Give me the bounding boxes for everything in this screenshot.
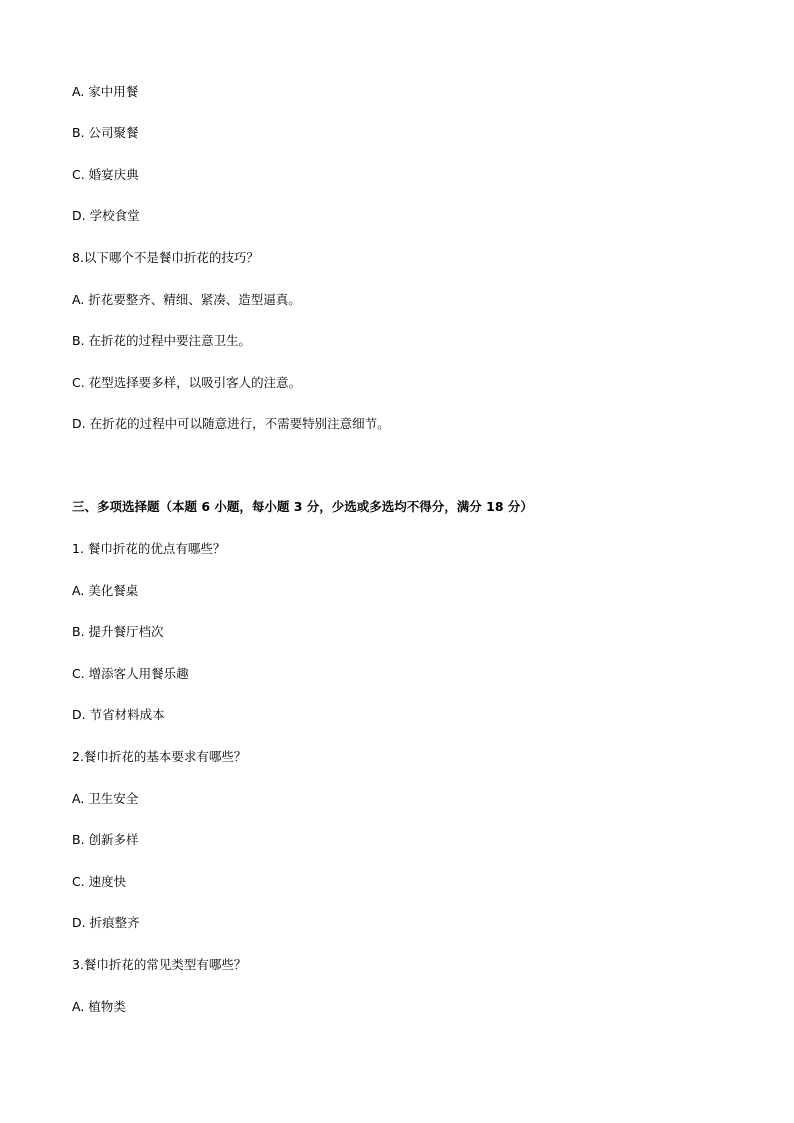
multi-question-1-option-d: D. 节省材料成本 xyxy=(72,707,165,722)
multi-question-3-option-a: A. 植物类 xyxy=(72,999,126,1014)
question-8-option-a: A. 折花要整齐、精细、紧凑、造型逼真。 xyxy=(72,292,301,307)
multi-question-2-option-a: A. 卫生安全 xyxy=(72,791,139,806)
prev-option-b: B. 公司聚餐 xyxy=(72,125,139,140)
multi-question-1-stem: 1. 餐巾折花的优点有哪些？ xyxy=(72,541,226,556)
multi-question-3-stem: 3.餐巾折花的常见类型有哪些？ xyxy=(72,957,247,972)
question-8-option-d: D. 在折花的过程中可以随意进行，不需要特别注意细节。 xyxy=(72,416,390,431)
multi-question-1-option-a: A. 美化餐桌 xyxy=(72,583,139,598)
prev-option-c: C. 婚宴庆典 xyxy=(72,167,139,182)
question-8-option-b: B. 在折花的过程中要注意卫生。 xyxy=(72,333,252,348)
prev-option-a: A. 家中用餐 xyxy=(72,84,139,99)
multi-question-2-stem: 2.餐巾折花的基本要求有哪些？ xyxy=(72,749,247,764)
multi-question-2-option-d: D. 折痕整齐 xyxy=(72,915,140,930)
prev-option-d: D. 学校食堂 xyxy=(72,208,140,223)
multi-question-1-option-c: C. 增添客人用餐乐趣 xyxy=(72,666,189,681)
section-3-heading: 三、多项选择题（本题 6 小题，每小题 3 分，少选或多选均不得分，满分 18 分） xyxy=(72,499,533,514)
multi-question-1-option-b: B. 提升餐厅档次 xyxy=(72,624,164,639)
question-8-option-c: C. 花型选择要多样，以吸引客人的注意。 xyxy=(72,375,302,390)
multi-question-2-option-c: C. 速度快 xyxy=(72,874,127,889)
multi-question-2-option-b: B. 创新多样 xyxy=(72,832,139,847)
question-8-stem: 8.以下哪个不是餐巾折花的技巧？ xyxy=(72,250,259,265)
